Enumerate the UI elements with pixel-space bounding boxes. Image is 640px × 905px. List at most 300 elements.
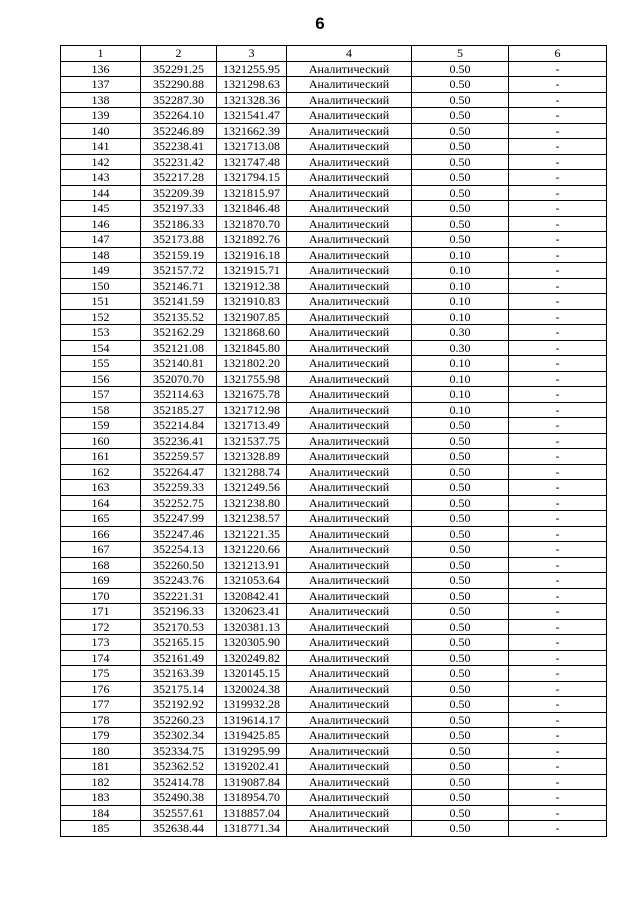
accuracy-cell: 0.50 — [412, 123, 509, 139]
method-cell: Аналитический — [287, 294, 412, 310]
y-coordinate-cell: 1321220.66 — [217, 542, 287, 558]
point-number-cell: 164 — [61, 495, 141, 511]
point-number-cell: 165 — [61, 511, 141, 527]
note-cell: - — [509, 216, 607, 232]
accuracy-cell: 0.50 — [412, 666, 509, 682]
point-number-cell: 172 — [61, 619, 141, 635]
y-coordinate-cell: 1321747.48 — [217, 154, 287, 170]
table-row — [61, 821, 607, 837]
y-coordinate-cell: 1321755.98 — [217, 371, 287, 387]
x-coordinate-cell: 352121.08 — [141, 340, 217, 356]
y-coordinate-cell: 1321713.08 — [217, 139, 287, 155]
x-coordinate-cell: 352114.63 — [141, 387, 217, 403]
point-number-cell: 153 — [61, 325, 141, 341]
y-coordinate-cell: 1321892.76 — [217, 232, 287, 248]
coordinates-table — [60, 45, 607, 837]
x-coordinate-cell: 352264.10 — [141, 108, 217, 124]
x-coordinate-cell: 352165.15 — [141, 635, 217, 651]
method-cell: Аналитический — [287, 61, 412, 77]
header-col-3: 3 — [217, 46, 287, 62]
note-cell: - — [509, 542, 607, 558]
x-coordinate-cell: 352557.61 — [141, 805, 217, 821]
table-row — [61, 511, 607, 527]
x-coordinate-cell: 352161.49 — [141, 650, 217, 666]
y-coordinate-cell: 1321328.89 — [217, 449, 287, 465]
table-row — [61, 294, 607, 310]
method-cell: Аналитический — [287, 340, 412, 356]
note-cell: - — [509, 495, 607, 511]
table-row — [61, 61, 607, 77]
accuracy-cell: 0.50 — [412, 216, 509, 232]
table-row — [61, 92, 607, 108]
point-number-cell: 155 — [61, 356, 141, 372]
accuracy-cell: 0.50 — [412, 449, 509, 465]
point-number-cell: 163 — [61, 480, 141, 496]
note-cell: - — [509, 728, 607, 744]
method-cell: Аналитический — [287, 790, 412, 806]
table-row — [61, 325, 607, 341]
table-row — [61, 278, 607, 294]
note-cell: - — [509, 170, 607, 186]
table-row — [61, 464, 607, 480]
y-coordinate-cell: 1319295.99 — [217, 743, 287, 759]
point-number-cell: 171 — [61, 604, 141, 620]
table-row — [61, 681, 607, 697]
point-number-cell: 149 — [61, 263, 141, 279]
x-coordinate-cell: 352140.81 — [141, 356, 217, 372]
x-coordinate-cell: 352186.33 — [141, 216, 217, 232]
table-row — [61, 805, 607, 821]
header-col-6: 6 — [509, 46, 607, 62]
y-coordinate-cell: 1321328.36 — [217, 92, 287, 108]
method-cell: Аналитический — [287, 92, 412, 108]
point-number-cell: 173 — [61, 635, 141, 651]
y-coordinate-cell: 1320249.82 — [217, 650, 287, 666]
table-row — [61, 139, 607, 155]
x-coordinate-cell: 352259.33 — [141, 480, 217, 496]
note-cell: - — [509, 449, 607, 465]
y-coordinate-cell: 1321221.35 — [217, 526, 287, 542]
accuracy-cell: 0.30 — [412, 325, 509, 341]
method-cell: Аналитический — [287, 371, 412, 387]
note-cell: - — [509, 61, 607, 77]
note-cell: - — [509, 774, 607, 790]
method-cell: Аналитический — [287, 263, 412, 279]
point-number-cell: 182 — [61, 774, 141, 790]
point-number-cell: 136 — [61, 61, 141, 77]
accuracy-cell: 0.50 — [412, 635, 509, 651]
table-header — [61, 46, 607, 62]
point-number-cell: 159 — [61, 418, 141, 434]
table-row — [61, 185, 607, 201]
y-coordinate-cell: 1321712.98 — [217, 402, 287, 418]
accuracy-cell: 0.50 — [412, 92, 509, 108]
point-number-cell: 148 — [61, 247, 141, 263]
y-coordinate-cell: 1321213.91 — [217, 557, 287, 573]
point-number-cell: 143 — [61, 170, 141, 186]
y-coordinate-cell: 1321662.39 — [217, 123, 287, 139]
method-cell: Аналитический — [287, 387, 412, 403]
y-coordinate-cell: 1321794.15 — [217, 170, 287, 186]
accuracy-cell: 0.50 — [412, 759, 509, 775]
note-cell: - — [509, 805, 607, 821]
note-cell: - — [509, 619, 607, 635]
method-cell: Аналитический — [287, 170, 412, 186]
y-coordinate-cell: 1321845.80 — [217, 340, 287, 356]
y-coordinate-cell: 1320842.41 — [217, 588, 287, 604]
table-row — [61, 232, 607, 248]
note-cell: - — [509, 371, 607, 387]
x-coordinate-cell: 352209.39 — [141, 185, 217, 201]
table-row — [61, 619, 607, 635]
x-coordinate-cell: 352231.42 — [141, 154, 217, 170]
accuracy-cell: 0.50 — [412, 542, 509, 558]
page-number: 6 — [315, 14, 325, 33]
method-cell: Аналитический — [287, 759, 412, 775]
method-cell: Аналитический — [287, 821, 412, 837]
x-coordinate-cell: 352196.33 — [141, 604, 217, 620]
accuracy-cell: 0.50 — [412, 619, 509, 635]
method-cell: Аналитический — [287, 743, 412, 759]
note-cell: - — [509, 387, 607, 403]
point-number-cell: 174 — [61, 650, 141, 666]
table-body — [61, 61, 607, 836]
accuracy-cell: 0.50 — [412, 604, 509, 620]
table-row — [61, 542, 607, 558]
table-row — [61, 108, 607, 124]
accuracy-cell: 0.50 — [412, 154, 509, 170]
y-coordinate-cell: 1319425.85 — [217, 728, 287, 744]
accuracy-cell: 0.50 — [412, 712, 509, 728]
point-number-cell: 169 — [61, 573, 141, 589]
accuracy-cell: 0.50 — [412, 697, 509, 713]
note-cell: - — [509, 743, 607, 759]
x-coordinate-cell: 352163.39 — [141, 666, 217, 682]
table-row — [61, 123, 607, 139]
note-cell: - — [509, 278, 607, 294]
note-cell: - — [509, 681, 607, 697]
method-cell: Аналитический — [287, 123, 412, 139]
x-coordinate-cell: 352247.46 — [141, 526, 217, 542]
point-number-cell: 141 — [61, 139, 141, 155]
table-row — [61, 402, 607, 418]
note-cell: - — [509, 697, 607, 713]
point-number-cell: 184 — [61, 805, 141, 821]
x-coordinate-cell: 352217.28 — [141, 170, 217, 186]
method-cell: Аналитический — [287, 728, 412, 744]
x-coordinate-cell: 352264.47 — [141, 464, 217, 480]
method-cell: Аналитический — [287, 526, 412, 542]
method-cell: Аналитический — [287, 185, 412, 201]
method-cell: Аналитический — [287, 604, 412, 620]
accuracy-cell: 0.50 — [412, 790, 509, 806]
x-coordinate-cell: 352159.19 — [141, 247, 217, 263]
x-coordinate-cell: 352414.78 — [141, 774, 217, 790]
method-cell: Аналитический — [287, 356, 412, 372]
table-row — [61, 309, 607, 325]
method-cell: Аналитический — [287, 542, 412, 558]
method-cell: Аналитический — [287, 247, 412, 263]
table-row — [61, 356, 607, 372]
accuracy-cell: 0.50 — [412, 108, 509, 124]
point-number-cell: 152 — [61, 309, 141, 325]
table-row — [61, 449, 607, 465]
note-cell: - — [509, 263, 607, 279]
x-coordinate-cell: 352157.72 — [141, 263, 217, 279]
y-coordinate-cell: 1321238.57 — [217, 511, 287, 527]
accuracy-cell: 0.50 — [412, 774, 509, 790]
note-cell: - — [509, 154, 607, 170]
note-cell: - — [509, 650, 607, 666]
accuracy-cell: 0.50 — [412, 588, 509, 604]
method-cell: Аналитический — [287, 666, 412, 682]
accuracy-cell: 0.50 — [412, 681, 509, 697]
y-coordinate-cell: 1321815.97 — [217, 185, 287, 201]
point-number-cell: 181 — [61, 759, 141, 775]
table-row — [61, 340, 607, 356]
table-row — [61, 216, 607, 232]
note-cell: - — [509, 77, 607, 93]
table-row — [61, 666, 607, 682]
y-coordinate-cell: 1321541.47 — [217, 108, 287, 124]
method-cell: Аналитический — [287, 154, 412, 170]
y-coordinate-cell: 1319614.17 — [217, 712, 287, 728]
note-cell: - — [509, 666, 607, 682]
method-cell: Аналитический — [287, 325, 412, 341]
point-number-cell: 178 — [61, 712, 141, 728]
accuracy-cell: 0.50 — [412, 61, 509, 77]
x-coordinate-cell: 352236.41 — [141, 433, 217, 449]
method-cell: Аналитический — [287, 588, 412, 604]
y-coordinate-cell: 1320305.90 — [217, 635, 287, 651]
accuracy-cell: 0.50 — [412, 77, 509, 93]
note-cell: - — [509, 588, 607, 604]
y-coordinate-cell: 1318857.04 — [217, 805, 287, 821]
y-coordinate-cell: 1321846.48 — [217, 201, 287, 217]
method-cell: Аналитический — [287, 774, 412, 790]
table-row — [61, 201, 607, 217]
point-number-cell: 154 — [61, 340, 141, 356]
note-cell: - — [509, 712, 607, 728]
y-coordinate-cell: 1320623.41 — [217, 604, 287, 620]
y-coordinate-cell: 1321675.78 — [217, 387, 287, 403]
table-row — [61, 371, 607, 387]
header-col-2: 2 — [141, 46, 217, 62]
accuracy-cell: 0.50 — [412, 526, 509, 542]
method-cell: Аналитический — [287, 418, 412, 434]
table-row — [61, 743, 607, 759]
note-cell: - — [509, 635, 607, 651]
table-row — [61, 697, 607, 713]
y-coordinate-cell: 1321288.74 — [217, 464, 287, 480]
accuracy-cell: 0.10 — [412, 356, 509, 372]
point-number-cell: 180 — [61, 743, 141, 759]
x-coordinate-cell: 352135.52 — [141, 309, 217, 325]
table-row — [61, 759, 607, 775]
method-cell: Аналитический — [287, 805, 412, 821]
note-cell: - — [509, 573, 607, 589]
accuracy-cell: 0.10 — [412, 309, 509, 325]
y-coordinate-cell: 1321907.85 — [217, 309, 287, 325]
point-number-cell: 145 — [61, 201, 141, 217]
x-coordinate-cell: 352247.99 — [141, 511, 217, 527]
method-cell: Аналитический — [287, 309, 412, 325]
accuracy-cell: 0.50 — [412, 805, 509, 821]
point-number-cell: 183 — [61, 790, 141, 806]
note-cell: - — [509, 123, 607, 139]
point-number-cell: 179 — [61, 728, 141, 744]
point-number-cell: 177 — [61, 697, 141, 713]
table-row — [61, 480, 607, 496]
note-cell: - — [509, 418, 607, 434]
point-number-cell: 170 — [61, 588, 141, 604]
accuracy-cell: 0.30 — [412, 340, 509, 356]
point-number-cell: 158 — [61, 402, 141, 418]
table-row — [61, 604, 607, 620]
x-coordinate-cell: 352070.70 — [141, 371, 217, 387]
point-number-cell: 167 — [61, 542, 141, 558]
y-coordinate-cell: 1320024.38 — [217, 681, 287, 697]
accuracy-cell: 0.10 — [412, 294, 509, 310]
note-cell: - — [509, 92, 607, 108]
method-cell: Аналитический — [287, 697, 412, 713]
x-coordinate-cell: 352291.25 — [141, 61, 217, 77]
y-coordinate-cell: 1321238.80 — [217, 495, 287, 511]
note-cell: - — [509, 139, 607, 155]
table-row — [61, 154, 607, 170]
table-row — [61, 635, 607, 651]
accuracy-cell: 0.50 — [412, 495, 509, 511]
point-number-cell: 168 — [61, 557, 141, 573]
point-number-cell: 166 — [61, 526, 141, 542]
x-coordinate-cell: 352175.14 — [141, 681, 217, 697]
note-cell: - — [509, 325, 607, 341]
table-row — [61, 247, 607, 263]
x-coordinate-cell: 352254.13 — [141, 542, 217, 558]
accuracy-cell: 0.50 — [412, 511, 509, 527]
method-cell: Аналитический — [287, 433, 412, 449]
header-row — [61, 46, 607, 62]
note-cell: - — [509, 604, 607, 620]
y-coordinate-cell: 1321870.70 — [217, 216, 287, 232]
y-coordinate-cell: 1318954.70 — [217, 790, 287, 806]
y-coordinate-cell: 1321255.95 — [217, 61, 287, 77]
point-number-cell: 161 — [61, 449, 141, 465]
x-coordinate-cell: 352287.30 — [141, 92, 217, 108]
note-cell: - — [509, 247, 607, 263]
x-coordinate-cell: 352302.34 — [141, 728, 217, 744]
accuracy-cell: 0.10 — [412, 278, 509, 294]
method-cell: Аналитический — [287, 232, 412, 248]
accuracy-cell: 0.50 — [412, 728, 509, 744]
x-coordinate-cell: 352362.52 — [141, 759, 217, 775]
method-cell: Аналитический — [287, 480, 412, 496]
note-cell: - — [509, 232, 607, 248]
method-cell: Аналитический — [287, 681, 412, 697]
note-cell: - — [509, 294, 607, 310]
method-cell: Аналитический — [287, 619, 412, 635]
note-cell: - — [509, 402, 607, 418]
table-row — [61, 557, 607, 573]
note-cell: - — [509, 790, 607, 806]
y-coordinate-cell: 1318771.34 — [217, 821, 287, 837]
accuracy-cell: 0.50 — [412, 418, 509, 434]
point-number-cell: 147 — [61, 232, 141, 248]
note-cell: - — [509, 821, 607, 837]
y-coordinate-cell: 1321868.60 — [217, 325, 287, 341]
header-col-5: 5 — [412, 46, 509, 62]
x-coordinate-cell: 352490.38 — [141, 790, 217, 806]
header-col-1: 1 — [61, 46, 141, 62]
table-row — [61, 712, 607, 728]
method-cell: Аналитический — [287, 201, 412, 217]
y-coordinate-cell: 1319202.41 — [217, 759, 287, 775]
note-cell: - — [509, 480, 607, 496]
table-row — [61, 77, 607, 93]
x-coordinate-cell: 352192.92 — [141, 697, 217, 713]
point-number-cell: 142 — [61, 154, 141, 170]
x-coordinate-cell: 352638.44 — [141, 821, 217, 837]
point-number-cell: 139 — [61, 108, 141, 124]
table-row — [61, 650, 607, 666]
note-cell: - — [509, 433, 607, 449]
method-cell: Аналитический — [287, 495, 412, 511]
method-cell: Аналитический — [287, 557, 412, 573]
x-coordinate-cell: 352173.88 — [141, 232, 217, 248]
note-cell: - — [509, 511, 607, 527]
method-cell: Аналитический — [287, 449, 412, 465]
method-cell: Аналитический — [287, 511, 412, 527]
accuracy-cell: 0.50 — [412, 433, 509, 449]
accuracy-cell: 0.50 — [412, 170, 509, 186]
y-coordinate-cell: 1321537.75 — [217, 433, 287, 449]
table-row — [61, 263, 607, 279]
accuracy-cell: 0.50 — [412, 185, 509, 201]
point-number-cell: 185 — [61, 821, 141, 837]
point-number-cell: 156 — [61, 371, 141, 387]
table-row — [61, 526, 607, 542]
accuracy-cell: 0.10 — [412, 387, 509, 403]
method-cell: Аналитический — [287, 108, 412, 124]
accuracy-cell: 0.10 — [412, 402, 509, 418]
point-number-cell: 138 — [61, 92, 141, 108]
accuracy-cell: 0.10 — [412, 263, 509, 279]
table-row — [61, 418, 607, 434]
method-cell: Аналитический — [287, 635, 412, 651]
note-cell: - — [509, 557, 607, 573]
note-cell: - — [509, 185, 607, 201]
y-coordinate-cell: 1321713.49 — [217, 418, 287, 434]
table-row — [61, 588, 607, 604]
method-cell: Аналитический — [287, 278, 412, 294]
x-coordinate-cell: 352334.75 — [141, 743, 217, 759]
point-number-cell: 151 — [61, 294, 141, 310]
method-cell: Аналитический — [287, 712, 412, 728]
accuracy-cell: 0.50 — [412, 743, 509, 759]
point-number-cell: 144 — [61, 185, 141, 201]
note-cell: - — [509, 356, 607, 372]
method-cell: Аналитический — [287, 77, 412, 93]
x-coordinate-cell: 352260.23 — [141, 712, 217, 728]
table-row — [61, 433, 607, 449]
x-coordinate-cell: 352238.41 — [141, 139, 217, 155]
x-coordinate-cell: 352259.57 — [141, 449, 217, 465]
y-coordinate-cell: 1320381.13 — [217, 619, 287, 635]
method-cell: Аналитический — [287, 139, 412, 155]
y-coordinate-cell: 1321910.83 — [217, 294, 287, 310]
x-coordinate-cell: 352197.33 — [141, 201, 217, 217]
method-cell: Аналитический — [287, 402, 412, 418]
